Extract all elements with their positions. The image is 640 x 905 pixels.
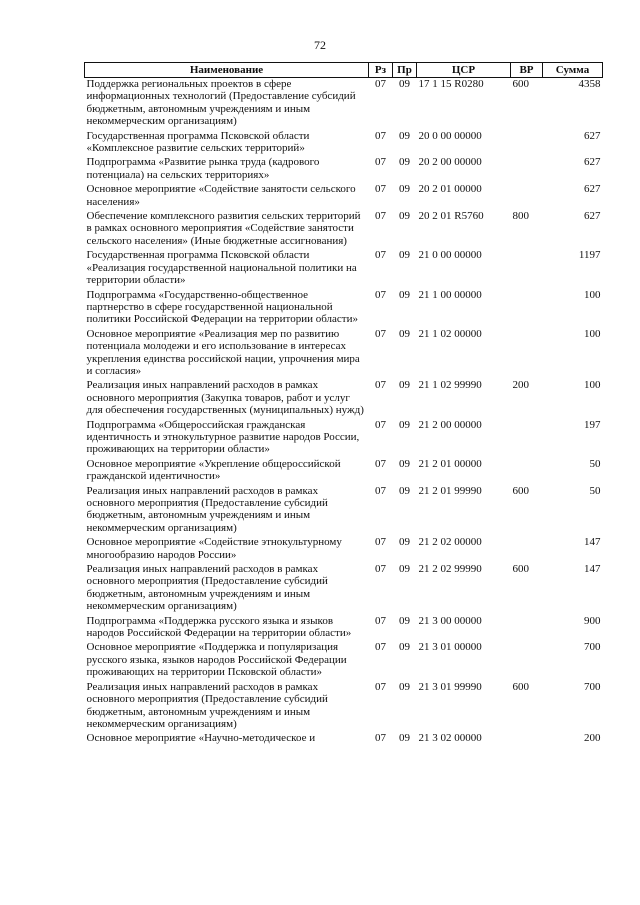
cell-vr: 800 — [512, 210, 529, 223]
cell-rz: 07 — [375, 680, 386, 693]
cell-vr — [511, 156, 543, 183]
column-header-csr: ЦСР — [417, 63, 511, 78]
cell-csr: 21 1 02 99990 — [418, 379, 482, 392]
table-row — [85, 681, 603, 733]
cell-vr: 600 — [512, 563, 529, 576]
cell-sum: 4358 — [578, 78, 601, 90]
cell-rz: 07 — [375, 78, 386, 90]
table-row — [85, 536, 603, 563]
cell-name: Государственная программа Псковской области «Реализация государственной национальной политики на территории области» — [86, 249, 357, 287]
table-row — [85, 156, 603, 183]
cell-vr — [511, 419, 543, 458]
cell-csr: 17 1 15 R0280 — [418, 78, 484, 90]
column-header-rz: Рз — [369, 63, 393, 78]
table-row — [85, 485, 603, 537]
cell-vr: 600 — [512, 484, 529, 497]
table-row — [85, 419, 603, 458]
cell-vr: 600 — [512, 78, 529, 90]
column-header-vr: ВР — [511, 63, 543, 78]
cell-sum: 700 — [584, 641, 601, 654]
cell-vr — [511, 536, 543, 563]
cell-csr: 21 3 01 99990 — [418, 680, 482, 693]
cell-pr: 09 — [399, 183, 410, 196]
cell-csr: 20 2 01 R5760 — [418, 210, 484, 223]
cell-sum: 627 — [584, 210, 601, 223]
table-row — [85, 210, 603, 249]
cell-pr: 09 — [399, 641, 410, 654]
cell-name: Государственная программа Псковской области «Комплексное развитие сельских территорий» — [86, 129, 310, 155]
cell-name: Обеспечение комплексного развития сельских территорий в рамках основного мероприятия «Содействие занятости сельского населения» (Иные бюджетные ассигнования) — [86, 210, 361, 247]
cell-name: Реализация иных направлений расходов в рамках основного мероприятия (Предоставление субсидий бюджетным, автономным учреждениям и иным некоммерческим организациям) — [86, 484, 328, 534]
table-row — [85, 130, 603, 157]
column-header-pr: Пр — [393, 63, 417, 78]
page-number: 72 — [314, 38, 326, 52]
cell-vr — [511, 615, 543, 642]
cell-pr: 09 — [399, 614, 410, 627]
table-row — [85, 563, 603, 615]
cell-pr: 09 — [399, 327, 410, 340]
cell-csr: 21 2 02 99990 — [418, 563, 482, 576]
cell-pr: 09 — [399, 210, 410, 223]
cell-vr: 200 — [512, 379, 529, 392]
cell-name: Подпрограмма «Общероссийская гражданская идентичность и этнокультурное развитие народов России, проживающих на территории области» — [86, 418, 360, 456]
cell-sum: 1197 — [578, 249, 601, 262]
column-header-name: Наименование — [85, 63, 369, 78]
cell-rz: 07 — [375, 129, 386, 142]
cell-name: Подпрограмма «Развитие рынка труда (кадрового потенциала) на сельских территориях» — [86, 156, 320, 181]
cell-sum: 100 — [584, 288, 601, 301]
cell-vr — [511, 328, 543, 380]
table-row — [85, 328, 603, 380]
cell-rz: 07 — [375, 484, 386, 497]
cell-name: Подпрограмма «Поддержка русского языка и языков народов Российской Федерации на территории области» — [86, 614, 352, 640]
cell-csr: 21 0 00 00000 — [418, 249, 482, 262]
cell-rz: 07 — [375, 732, 386, 745]
cell-rz: 07 — [375, 156, 386, 169]
cell-pr: 09 — [399, 78, 410, 90]
cell-csr: 21 2 00 00000 — [418, 418, 482, 431]
cell-rz: 07 — [375, 614, 386, 627]
table-row — [85, 732, 603, 746]
cell-pr: 09 — [399, 418, 410, 431]
cell-csr: 21 3 00 00000 — [418, 614, 482, 627]
cell-sum: 147 — [584, 536, 601, 549]
cell-csr: 21 1 02 00000 — [418, 327, 482, 340]
cell-rz: 07 — [375, 210, 386, 223]
cell-pr: 09 — [399, 484, 410, 497]
cell-name: Реализация иных направлений расходов в рамках основного мероприятия (Закупка товаров, работ и услуг для обеспечения государственных (муниципальных) нужд) — [86, 379, 364, 417]
cell-sum: 700 — [584, 680, 601, 693]
cell-vr — [511, 641, 543, 680]
cell-sum: 900 — [584, 614, 601, 627]
cell-csr: 20 0 00 00000 — [418, 129, 482, 142]
cell-rz: 07 — [375, 327, 386, 340]
cell-sum: 100 — [584, 327, 601, 340]
cell-sum: 100 — [584, 379, 601, 392]
cell-name: Основное мероприятие «Реализация мер по развитию потенциала молодежи и его использование в интересах укрепления единства российской нации, упрочнения мира и согласия» — [86, 327, 360, 377]
cell-name: Основное мероприятие «Содействие этнокультурному многообразию народов России» — [86, 536, 342, 561]
cell-rz: 07 — [375, 641, 386, 654]
table-row — [85, 615, 603, 642]
table-header-row — [85, 63, 603, 78]
cell-vr — [511, 183, 543, 210]
cell-csr: 20 2 01 00000 — [418, 183, 482, 196]
cell-pr: 09 — [399, 129, 410, 142]
cell-csr: 21 3 02 00000 — [418, 732, 482, 745]
cell-pr: 09 — [399, 563, 410, 576]
cell-pr: 09 — [399, 379, 410, 392]
cell-pr: 09 — [399, 680, 410, 693]
cell-rz: 07 — [375, 563, 386, 576]
cell-sum: 50 — [589, 457, 601, 470]
cell-csr: 21 2 01 00000 — [418, 457, 482, 470]
table-row — [85, 78, 603, 130]
cell-vr — [511, 458, 543, 485]
column-header-sum: Сумма — [543, 63, 603, 78]
cell-rz: 07 — [375, 183, 386, 196]
cell-csr: 20 2 00 00000 — [418, 156, 482, 169]
cell-name: Реализация иных направлений расходов в рамках основного мероприятия (Предоставление субсидий бюджетным, автономным учреждениям и иным некоммерческим организациям) — [86, 680, 328, 730]
cell-sum: 147 — [584, 563, 601, 576]
cell-pr: 09 — [399, 457, 410, 470]
cell-rz: 07 — [375, 536, 386, 549]
cell-name: Поддержка региональных проектов в сфере информационных технологий (Предоставление субсидий бюджетным, автономным учреждениям и иным некоммерческим организациям) — [86, 78, 356, 128]
cell-csr: 21 1 00 00000 — [418, 288, 482, 301]
table-row — [85, 458, 603, 485]
cell-csr: 21 3 01 00000 — [418, 641, 482, 654]
cell-pr: 09 — [399, 732, 410, 745]
cell-sum: 197 — [584, 418, 601, 431]
table-row — [85, 249, 603, 288]
cell-rz: 07 — [375, 249, 386, 262]
cell-name: Основное мероприятие «Содействие занятости сельского населения» — [86, 183, 356, 208]
table-body — [85, 78, 603, 747]
table-row — [85, 379, 603, 418]
cell-rz: 07 — [375, 379, 386, 392]
cell-rz: 07 — [375, 288, 386, 301]
cell-name: Реализация иных направлений расходов в рамках основного мероприятия (Предоставление субсидий бюджетным, автономным учреждениям и иным некоммерческим организациям) — [86, 563, 328, 613]
cell-sum: 627 — [584, 183, 601, 196]
cell-rz: 07 — [375, 418, 386, 431]
cell-pr: 09 — [399, 536, 410, 549]
cell-pr: 09 — [399, 156, 410, 169]
cell-csr: 21 2 01 99990 — [418, 484, 482, 497]
cell-rz: 07 — [375, 457, 386, 470]
cell-pr: 09 — [399, 288, 410, 301]
cell-name: Подпрограмма «Государственно-общественное партнерство в сфере государственной национальной политики Российской Федерации на территории области» — [86, 288, 359, 326]
cell-sum: 50 — [589, 484, 601, 497]
cell-pr: 09 — [399, 249, 410, 262]
cell-sum: 627 — [584, 129, 601, 142]
cell-vr — [511, 130, 543, 157]
cell-name: Основное мероприятие «Укрепление общероссийской гражданской идентичности» — [86, 457, 341, 483]
cell-sum: 627 — [584, 156, 601, 169]
cell-vr — [511, 289, 543, 328]
cell-vr — [511, 732, 543, 746]
table-row — [85, 641, 603, 680]
cell-vr — [511, 249, 543, 288]
cell-csr: 21 2 02 00000 — [418, 536, 482, 549]
budget-table — [84, 62, 603, 747]
cell-name: Основное мероприятие «Поддержка и популяризация русского языка, языков народов Российской Федерации проживающих на территории Псковской области» — [86, 641, 347, 679]
cell-sum: 200 — [584, 732, 601, 745]
cell-vr: 600 — [512, 680, 529, 693]
table-row — [85, 183, 603, 210]
cell-name: Основное мероприятие «Научно-методическое и — [86, 732, 316, 745]
table-row — [85, 289, 603, 328]
